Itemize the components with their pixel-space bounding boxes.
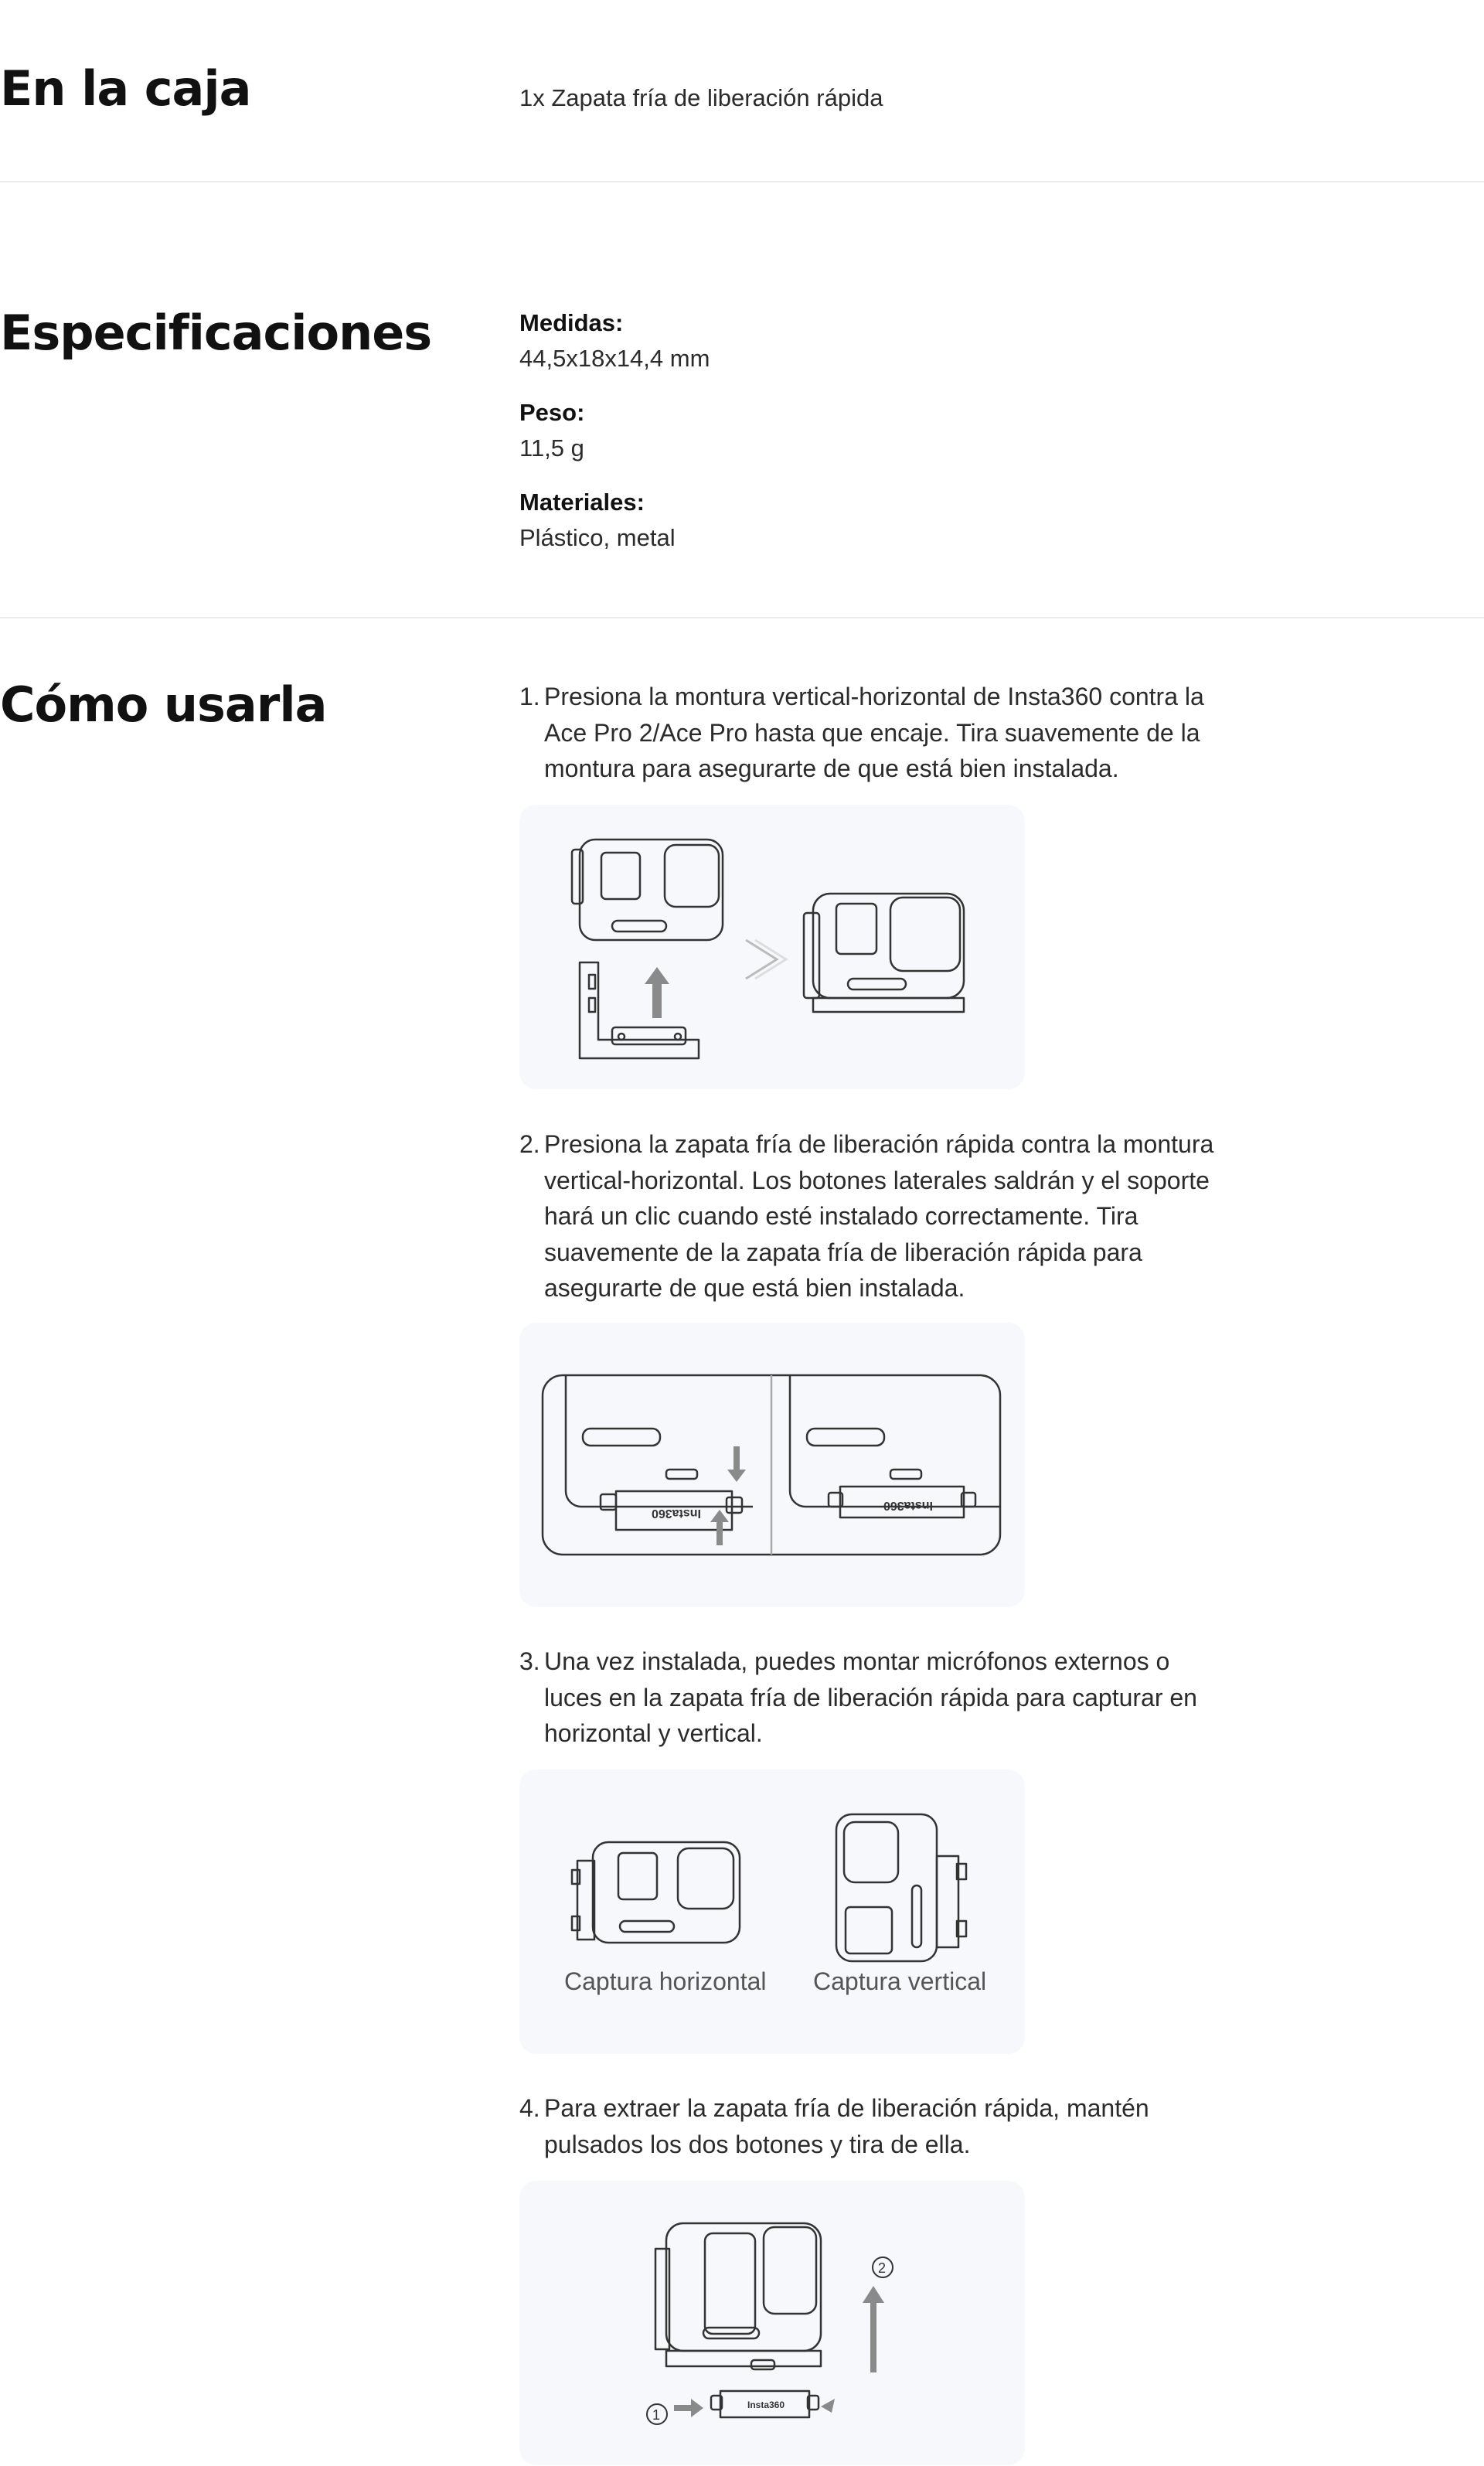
step-4-illustration xyxy=(519,2181,1025,2465)
step-1 xyxy=(519,679,1215,787)
shoe-brand-text: Insta360 xyxy=(747,2400,785,2410)
step-number: 3. xyxy=(519,1647,540,1675)
in-box-item: 1x Zapata fría de liberación rápida xyxy=(519,84,883,111)
marker-one: 1 xyxy=(652,2407,661,2423)
spec-label-dimensions: Medidas: xyxy=(519,309,624,336)
step-2-illustration xyxy=(519,1323,1025,1607)
howto-heading: Cómo usarla xyxy=(0,676,327,733)
step-text: Para extraer la zapata fría de liberación rápida, mantén pulsados los dos botones y tira de ella. xyxy=(544,2094,1149,2158)
spec-label-weight: Peso: xyxy=(519,399,585,426)
step-3 xyxy=(519,1643,1215,1752)
in-box-heading: En la caja xyxy=(0,60,251,117)
spec-value-materials: Plástico, metal xyxy=(519,524,676,551)
step-text: Una vez instalada, puedes montar micrófonos externos o luces en la zapata fría de liberación rápida para capturar en horizontal y vertical. xyxy=(544,1647,1197,1747)
capture-orientation-icon xyxy=(519,1769,1025,2054)
step-3-illustration xyxy=(519,1769,1025,2054)
cold-shoe-insert-icon xyxy=(519,1323,1025,1607)
camera-mount-icon xyxy=(519,805,1025,1089)
spec-value-weight: 11,5 g xyxy=(519,434,584,462)
step-text: Presiona la zapata fría de liberación rápida contra la montura vertical-horizontal. Los botones laterales saldrán y el soporte hará un clic cuando esté instalado correctamente. Tira suavemente de la zapata fría de liberación rápida para asegurarte de que está bien instalada. xyxy=(544,1130,1214,1302)
shoe-brand-text: Insta360 xyxy=(883,1499,933,1512)
cold-shoe-remove-icon xyxy=(519,2181,1025,2465)
step-4 xyxy=(519,2090,1215,2162)
specs-heading: Especificaciones xyxy=(0,305,432,361)
spec-value-dimensions: 44,5x18x14,4 mm xyxy=(519,345,710,372)
spec-label-materials: Materiales: xyxy=(519,489,645,516)
step-number: 4. xyxy=(519,2094,540,2122)
caption-vertical: Captura vertical xyxy=(813,1967,987,1995)
divider xyxy=(0,181,1484,182)
marker-two: 2 xyxy=(878,2260,887,2276)
step-2 xyxy=(519,1126,1215,1306)
caption-horizontal: Captura horizontal xyxy=(564,1967,767,1995)
divider xyxy=(0,617,1484,618)
step-number: 1. xyxy=(519,683,540,710)
step-text: Presiona la montura vertical-horizontal de Insta360 contra la Ace Pro 2/Ace Pro hasta que encaje. Tira suavemente de la montura para asegurarte de que está bien instalada. xyxy=(544,683,1204,782)
shoe-brand-text: Insta360 xyxy=(651,1507,701,1520)
step-number: 2. xyxy=(519,1130,540,1158)
step-1-illustration xyxy=(519,805,1025,1089)
